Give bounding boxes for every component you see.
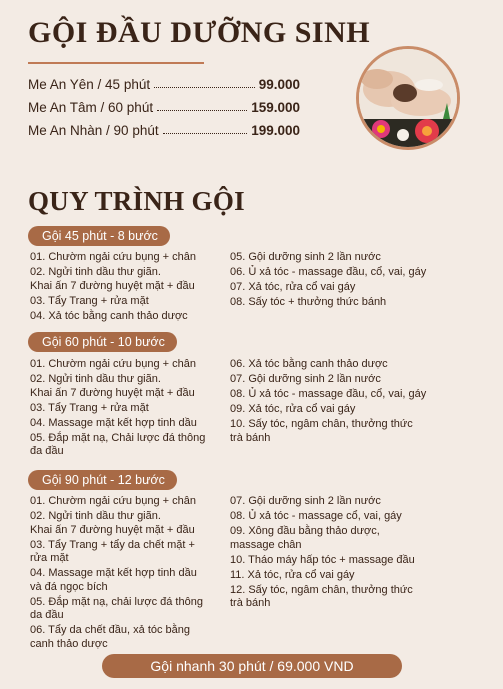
step-item: 07. Gội dưỡng sinh 2 lần nước <box>230 495 381 507</box>
section-label-90: Gội 90 phút - 12 bước <box>28 470 177 490</box>
price-row-an-nhan <box>28 120 300 138</box>
step-item: 08. Sấy tóc + thưởng thức bánh <box>230 296 387 308</box>
price-row-an-tam <box>28 97 300 115</box>
step-item: 03. Tẩy Trang + tẩy da chết mặt + rửa mặt <box>30 538 195 564</box>
dot-leader <box>157 110 247 111</box>
step-item: 05. Đắp mặt nạ, chải lược đá thông da đầu <box>30 595 203 621</box>
step-item: 01. Chườm ngải cứu bụng + chân <box>30 251 196 263</box>
step-item: 02. Ngửi tinh dầu thư giãn. Khai ấn 7 đường huyệt mặt + đầu <box>30 510 195 536</box>
procedure-title: QUY TRÌNH GỘI <box>28 186 245 216</box>
section-label-45: Gội 45 phút - 8 bước <box>28 226 170 246</box>
step-item: 02. Ngửi tinh dầu thư giãn. Khai ấn 7 đường huyệt mặt + đầu <box>30 373 195 399</box>
steps-right-45 <box>230 251 460 311</box>
steps-left-60 <box>30 358 226 460</box>
spa-photo <box>356 46 460 150</box>
step-item: 03. Tẩy Trang + rửa mặt <box>30 401 149 414</box>
step-item: 05. Gội dưỡng sinh 2 lần nước <box>230 251 381 263</box>
step-item: 07. Xả tóc, rửa cổ vai gáy <box>230 281 356 293</box>
step-item: 08. Ủ xả tóc - massage đầu, cổ, vai, gáy <box>230 388 427 400</box>
package-name: Me An Nhàn / 90 phút <box>28 123 159 138</box>
dot-leader <box>154 87 255 88</box>
price-row-an-yen <box>28 74 300 92</box>
spa-photo-illustration <box>359 49 457 147</box>
step-item: 03. Tẩy Trang + rửa mặt <box>30 294 149 307</box>
steps-left-45 <box>30 251 226 325</box>
step-item: 06. Tẩy da chết đầu, xả tóc bằng canh thảo dược <box>30 624 191 650</box>
step-item: 04. Xả tóc bằng canh thảo dược <box>30 309 188 322</box>
dot-leader <box>163 133 248 134</box>
step-item: 04. Massage mặt kết hợp tinh dầu <box>30 416 197 429</box>
step-item: 04. Massage mặt kết hợp tinh dầu và đá ngọc bích <box>30 567 197 593</box>
step-item: 01. Chườm ngải cứu bụng + chân <box>30 495 196 507</box>
package-name: Me An Yên / 45 phút <box>28 77 151 92</box>
package-price: 99.000 <box>258 77 300 92</box>
step-item: 06. Ủ xả tóc - massage đầu, cổ, vai, gáy <box>230 266 427 278</box>
step-item: 08. Ủ xả tóc - massage cổ, vai, gáy <box>230 510 402 522</box>
title-underline <box>28 62 204 64</box>
step-item: 02. Ngửi tinh dầu thư giãn. Khai ấn 7 đường huyệt mặt + đầu <box>30 266 195 292</box>
section-label-60: Gội 60 phút - 10 bước <box>28 332 177 352</box>
step-item: 06. Xả tóc bằng canh thảo dược <box>230 358 388 370</box>
step-item: 10. Sấy tóc, ngâm chân, thưởng thức trà bánh <box>230 418 413 444</box>
package-name: Me An Tâm / 60 phút <box>28 100 154 115</box>
step-item: 12. Sấy tóc, ngâm chân, thưởng thức trà bánh <box>230 583 413 609</box>
package-price: 159.000 <box>251 100 300 115</box>
steps-left-90 <box>30 495 226 653</box>
step-item: 10. Tháo máy hấp tóc + massage đầu <box>230 553 415 566</box>
page-title: GỘI ĐẦU DƯỠNG SINH <box>28 16 371 49</box>
step-item: 01. Chườm ngải cứu bụng + chân <box>30 358 196 370</box>
step-item: 09. Xông đầu bằng thảo dược, massage chân <box>230 525 380 551</box>
steps-right-90 <box>230 495 460 612</box>
step-item: 05. Đắp mặt nạ, Chải lược đá thông đa đầu <box>30 431 206 457</box>
quick-wash-banner: Gội nhanh 30 phút / 69.000 VND <box>102 654 402 678</box>
step-item: 09. Xả tóc, rửa cổ vai gáy <box>230 403 356 415</box>
steps-right-60 <box>230 358 460 447</box>
package-price: 199.000 <box>251 123 300 138</box>
step-item: 11. Xả tóc, rửa cổ vai gáy <box>230 568 355 581</box>
step-item: 07. Gội dưỡng sinh 2 lần nước <box>230 373 381 385</box>
